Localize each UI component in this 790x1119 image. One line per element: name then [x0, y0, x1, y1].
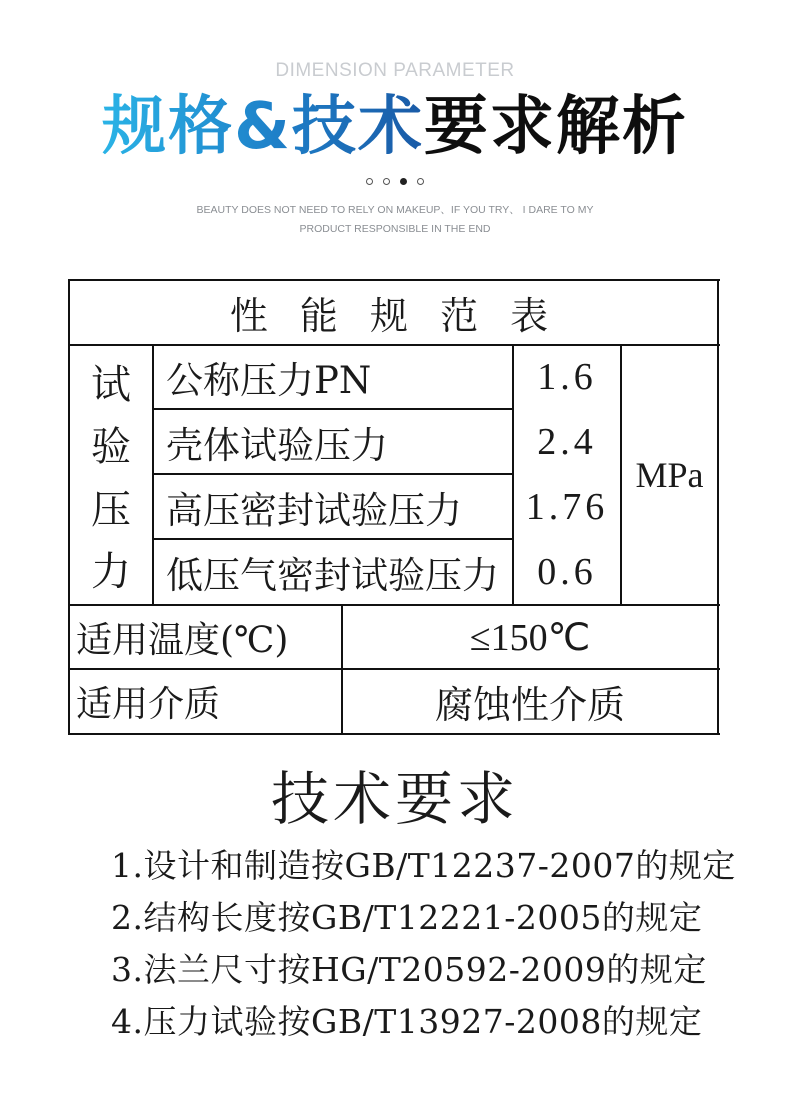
- requirement-item: 1.设计和制造按GB/T12237-2007的规定: [111, 846, 736, 885]
- dot-indicator: [366, 178, 373, 185]
- dot-indicator-active: [400, 178, 407, 185]
- pagination-dots: [0, 178, 790, 185]
- temperature-label: 适用温度(℃): [76, 619, 289, 661]
- temperature-value: ≤150℃: [469, 616, 591, 659]
- row-label-nominal-pressure: 公称压力PN: [166, 359, 372, 402]
- dot-indicator: [417, 178, 424, 185]
- requirement-item: 2.结构长度按GB/T12221-2005的规定: [111, 898, 703, 937]
- requirement-item: 4.压力试验按GB/T13927-2008的规定: [111, 1002, 703, 1041]
- medium-label: 适用介质: [76, 684, 221, 725]
- spec-table-title: 性 能 规 范 表: [229, 294, 559, 338]
- group-label-char: 力: [91, 549, 131, 596]
- requirement-item: 3.法兰尺寸按HG/T20592-2009的规定: [111, 950, 707, 989]
- table-border-right: [717, 279, 719, 735]
- dot-indicator: [383, 178, 390, 185]
- row-label-high-pressure-seal: 高压密封试验压力: [166, 488, 462, 532]
- tagline: [0, 201, 790, 239]
- medium-value: 腐蚀性介质: [434, 683, 625, 727]
- row-value-shell-test-pressure: 2.4: [537, 420, 597, 463]
- title-colored-part: 规格&技术: [102, 90, 424, 164]
- title-dark-part: 要求解析: [423, 90, 688, 164]
- table-border-bottom: [68, 733, 720, 735]
- page-title: [0, 88, 790, 166]
- requirements-title: 技术要求: [270, 765, 519, 833]
- row-value-nominal-pressure: 1.6: [537, 356, 597, 398]
- row-value-low-pressure-gas-seal: 0.6: [537, 551, 597, 593]
- section-subtitle: DIMENSION PARAMETER: [275, 60, 515, 81]
- row-label-shell-test-pressure: 壳体试验压力: [166, 423, 388, 467]
- col-divider: [152, 344, 154, 606]
- spec-table: [68, 279, 720, 735]
- group-label-char: 压: [91, 486, 131, 533]
- row-value-high-pressure-seal: 1.76: [525, 485, 609, 528]
- group-label-char: 验: [91, 424, 131, 471]
- tagline-line-1: BEAUTY DOES NOT NEED TO RELY ON MAKEUP、IF YOU TRY、 I DARE TO MY: [196, 204, 594, 216]
- tagline-line-2: PRODUCT RESPONSIBLE IN THE END: [299, 223, 491, 235]
- pressure-unit: MPa: [635, 455, 704, 495]
- group-label-test-pressure: [70, 346, 152, 604]
- row-label-low-pressure-gas-seal: 低压气密封试验压力: [166, 554, 499, 597]
- requirements-list: [111, 840, 736, 1048]
- group-label-char: 试: [91, 361, 131, 408]
